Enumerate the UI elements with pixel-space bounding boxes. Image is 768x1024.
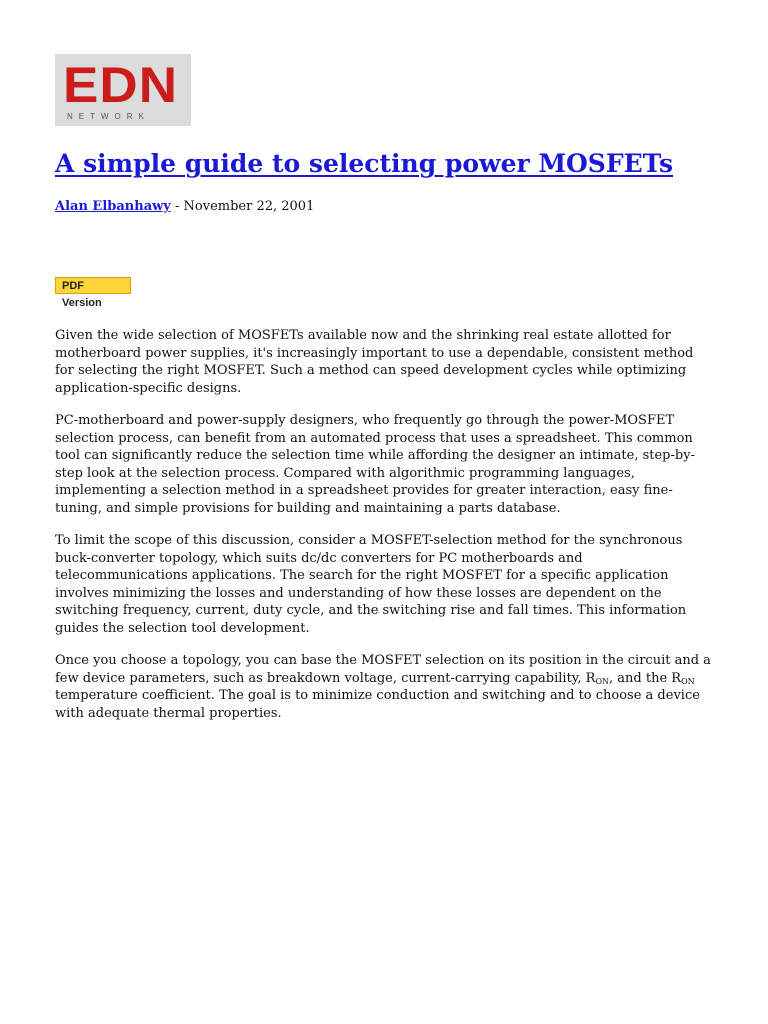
paragraph-4-part1: Once you choose a topology, you can base the MOSFET selection on its position in the circuit and a few device parameters, such as breakdown voltage, current-carrying capability, R [55,653,711,686]
byline-separator: - [170,199,184,214]
byline [55,199,715,215]
pdf-version-button[interactable]: PDF Version [55,277,131,294]
paragraph-4-part3: temperature coefficient. The goal is to minimize conduction and switching and to choose a device with adequate thermal properties. [55,688,700,721]
article-title-link[interactable]: A simple guide to selecting power MOSFETs [55,149,674,178]
logo-text: EDN [63,57,179,113]
publish-date: November 22, 2001 [183,199,315,214]
r-on-subscript-1: ON [595,676,610,686]
article-page [55,54,715,722]
paragraph-4 [55,652,715,722]
paragraph-1: Given the wide selection of MOSFETs available now and the shrinking real estate allotted for motherboard power supplies, it's increasingly important to use a dependable, consistent method for selecting the right MOSFET. Such a method can speed development cycles while optimizing application-specific designs. [55,328,694,396]
author-link[interactable]: Alan Elbanhawy [55,199,171,214]
edn-logo[interactable] [55,54,191,126]
r-on-subscript-2: ON [681,676,695,686]
paragraph-3: To limit the scope of this discussion, consider a MOSFET-selection method for the synchronous buck-converter topology, which suits dc/dc converters for PC motherboards and telecommunications applications. The search for the right MOSFET for a specific application involves minimizing the losses and understanding of how these losses are dependent on the switching frequency, current, duty cycle, and the switching rise and fall times. This information guides the selection tool development. [55,533,687,636]
paragraph-2: PC-motherboard and power-supply designers, who frequently go through the power-MOSFET selection process, can benefit from an automated process that uses a spreadsheet. This common tool can significantly reduce the selection time while affording the designer an intimate, step-by-step look at the selection process. Compared with algorithmic programming languages, implementing a selection method in a spreadsheet provides for greater interaction, easy fine-tuning, and simple provisions for building and maintaining a parts database. [55,413,695,516]
logo-subtext: NETWORK [67,112,150,121]
paragraph-4-part2: , and the R [609,670,682,686]
